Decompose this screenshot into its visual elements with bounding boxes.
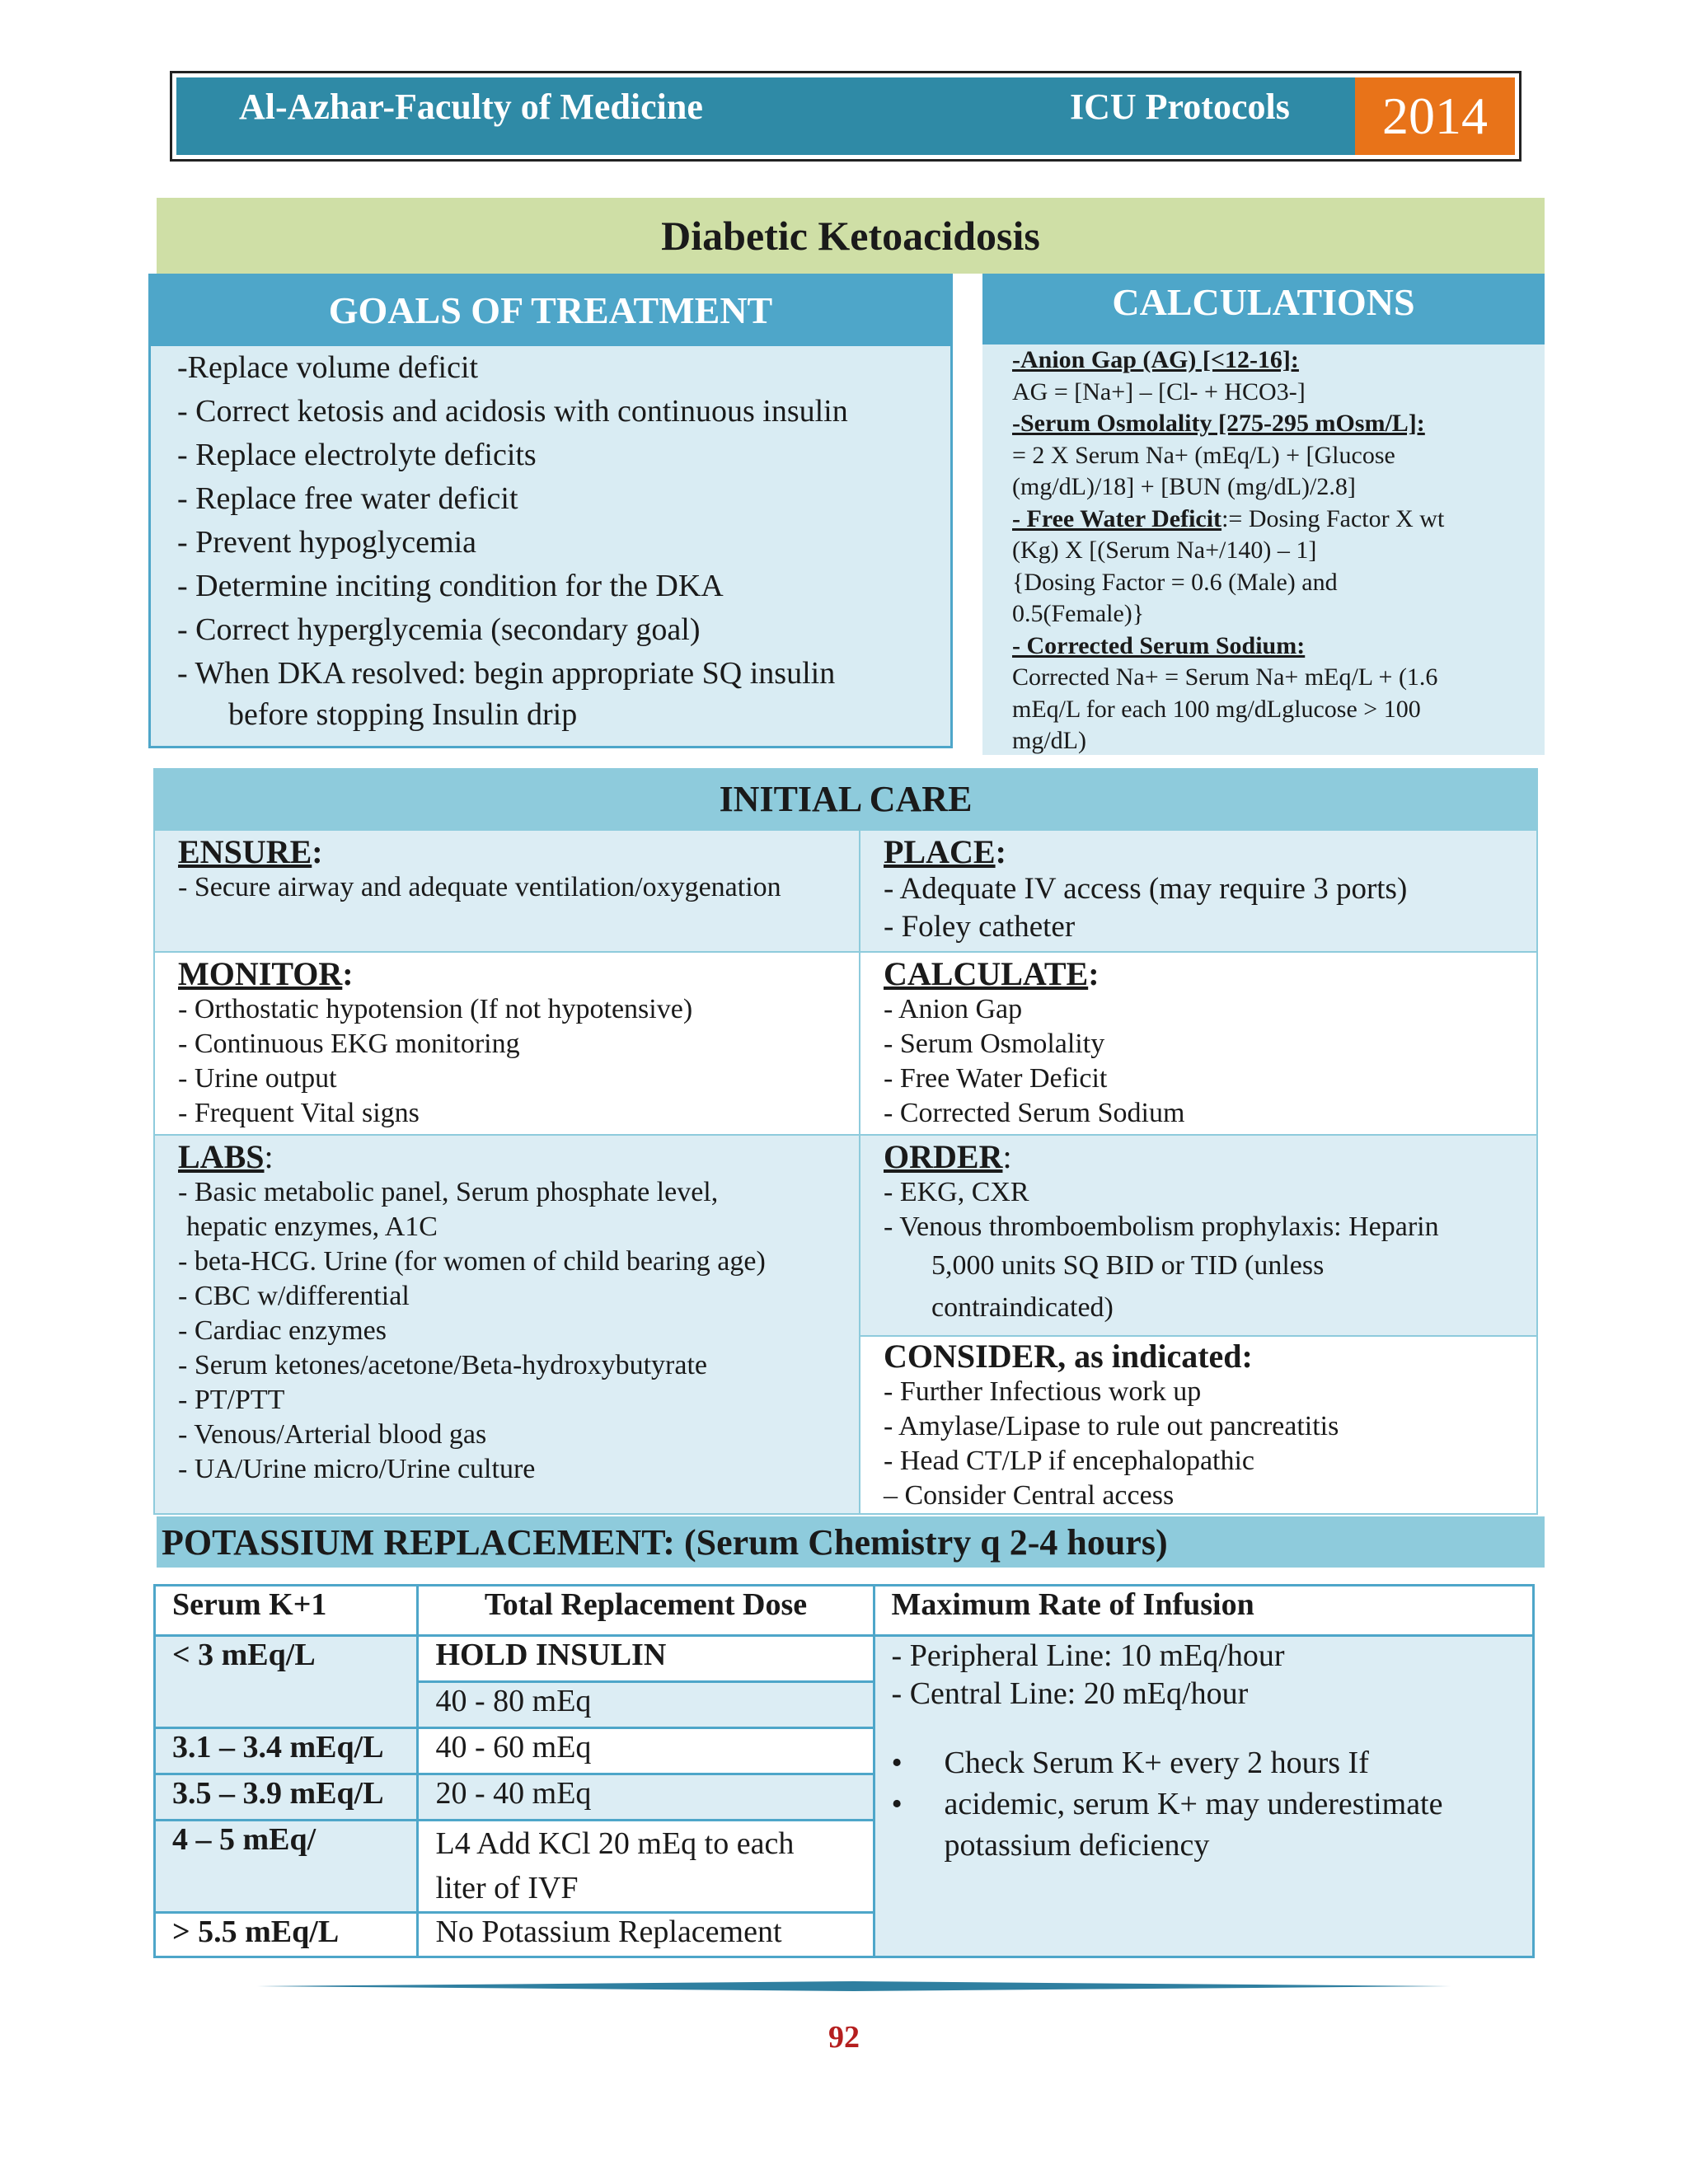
goal-item: - Replace free water deficit — [177, 481, 518, 516]
header-year: 2014 — [1355, 77, 1515, 155]
calculations-heading-bar — [982, 274, 1545, 344]
monitor-item: - Continuous EKG monitoring — [178, 1029, 520, 1059]
calculate-item: - Corrected Serum Sodium — [884, 1098, 1185, 1128]
calculate-cell — [859, 951, 1538, 1136]
place-item: - Adequate IV access (may require 3 ports) — [884, 872, 1408, 906]
calc-sodium-heading: - Corrected Serum Sodium: — [1012, 631, 1306, 659]
calc-line: 0.5(Female)} — [1012, 600, 1145, 627]
place-item: - Foley catheter — [884, 910, 1076, 944]
calculate-heading: CALCULATE: — [884, 955, 1100, 992]
goal-item: - Prevent hypoglycemia — [177, 525, 477, 560]
goal-item: - Determine inciting condition for the DKA — [177, 569, 724, 603]
calc-line: AG = [Na+] – [Cl- + HCO3-] — [1012, 377, 1306, 405]
header-institution: Al-Azhar-Faculty of Medicine — [239, 87, 703, 127]
rate-note: • acidemic, serum K+ may underestimate — [892, 1783, 1532, 1825]
dose-cell: No Potassium Replacement — [418, 1913, 874, 1957]
goal-item: -Replace volume deficit — [177, 350, 479, 385]
calculations-panel — [982, 344, 1545, 755]
serum-k-cell: 3.5 – 3.9 mEq/L — [155, 1774, 418, 1821]
bullet-icon: • — [891, 1746, 903, 1780]
goal-item-continued: before stopping Insulin drip — [228, 697, 578, 732]
calc-line: mEq/L for each 100 mg/dLglucose > 100 — [1012, 695, 1421, 723]
calc-line: mg/dL) — [1012, 727, 1086, 754]
calc-free-water-line — [1012, 504, 1531, 536]
order-heading: ORDER: — [884, 1138, 1012, 1175]
labs-item: - PT/PTT — [178, 1385, 285, 1415]
ensure-item: - Secure airway and adequate ventilation/oxygenation — [178, 872, 781, 902]
rate-notes — [892, 1742, 1532, 1866]
col-header-serum-k: Serum K+1 — [155, 1586, 418, 1636]
calc-anion-gap-heading: -Anion Gap (AG) [<12-16]: — [1012, 346, 1299, 373]
page-title-band — [157, 198, 1545, 274]
rate-cell — [874, 1636, 1533, 1957]
goals-heading: GOALS OF TREATMENT — [328, 288, 773, 331]
potassium-table — [153, 1584, 1535, 1958]
calc-line: (mg/dL)/18] + [BUN (mg/dL)/2.8] — [1012, 473, 1356, 500]
col-header-rate: Maximum Rate of Infusion — [874, 1586, 1533, 1636]
goals-panel — [148, 346, 953, 748]
rate-item: - Peripheral Line: 10 mEq/hour — [891, 1638, 1285, 1673]
ensure-heading: ENSURE: — [178, 833, 323, 870]
goal-item: - Replace electrolyte deficits — [177, 438, 537, 472]
goal-item: - Correct hyperglycemia (secondary goal) — [177, 612, 701, 647]
footer-rule — [257, 1981, 1451, 1991]
consider-item: - Head CT/LP if encephalopathic — [884, 1446, 1255, 1476]
table-header-row — [155, 1586, 1534, 1636]
calculate-item: - Anion Gap — [884, 994, 1023, 1024]
labs-item: hepatic enzymes, A1C — [186, 1212, 438, 1242]
bullet-icon: • — [891, 1787, 903, 1821]
monitor-item: - Orthostatic hypotension (If not hypotensive) — [178, 994, 693, 1024]
calc-line: {Dosing Factor = 0.6 (Male) and — [1012, 568, 1338, 596]
page-number: 92 — [828, 2020, 860, 2055]
monitor-cell — [153, 951, 860, 1136]
potassium-heading: POTASSIUM REPLACEMENT: (Serum Chemistry q 2-4 hours) — [162, 1521, 1168, 1563]
header-section: ICU Protocols — [1070, 87, 1290, 127]
labs-cell — [153, 1134, 860, 1515]
page-title: Diabetic Ketoacidosis — [661, 213, 1040, 259]
dose-cell: L4 Add KCl 20 mEq to each liter of IVF — [418, 1821, 874, 1913]
rate-item: - Central Line: 20 mEq/hour — [891, 1676, 1249, 1711]
goal-item: - When DKA resolved: begin appropriate SQ insulin — [177, 656, 836, 691]
labs-item: - Serum ketones/acetone/Beta-hydroxybutyrate — [178, 1350, 707, 1380]
goals-heading-bar — [148, 274, 953, 346]
calculations-heading: CALCULATIONS — [1112, 281, 1415, 323]
order-cell — [859, 1134, 1538, 1337]
labs-item: - Basic metabolic panel, Serum phosphate level, — [178, 1177, 719, 1207]
consider-item: – Consider Central access — [884, 1480, 1175, 1511]
monitor-heading: MONITOR: — [178, 955, 354, 992]
calc-osmolality-heading: -Serum Osmolality [275-295 mOsm/L]: — [1012, 410, 1425, 437]
order-item: contraindicated) — [931, 1292, 1114, 1323]
table-row — [155, 1636, 1534, 1682]
order-item: - Venous thromboembolism prophylaxis: Heparin — [884, 1212, 1439, 1242]
order-item: - EKG, CXR — [884, 1177, 1029, 1207]
place-cell — [859, 829, 1538, 953]
labs-item: - CBC w/differential — [178, 1281, 410, 1311]
calc-line: Corrected Na+ = Serum Na+ mEq/L + (1.6 — [1012, 663, 1438, 691]
consider-heading: CONSIDER, as indicated: — [884, 1338, 1253, 1375]
consider-cell — [859, 1335, 1538, 1515]
dose-cell: HOLD INSULIN — [418, 1636, 874, 1682]
monitor-item: - Urine output — [178, 1063, 337, 1094]
calculate-item: - Serum Osmolality — [884, 1029, 1105, 1059]
serum-k-cell: 4 – 5 mEq/ — [155, 1821, 418, 1913]
place-heading: PLACE: — [884, 833, 1006, 870]
initial-care-heading-bar — [153, 768, 1538, 829]
serum-k-cell: 3.1 – 3.4 mEq/L — [155, 1728, 418, 1774]
serum-k-cell: < 3 mEq/L — [155, 1636, 418, 1728]
consider-item: - Further Infectious work up — [884, 1376, 1202, 1407]
labs-item: - UA/Urine micro/Urine culture — [178, 1454, 536, 1484]
labs-item: - Cardiac enzymes — [178, 1315, 387, 1346]
labs-heading: LABS: — [178, 1138, 274, 1175]
dose-cell: 40 - 80 mEq — [418, 1682, 874, 1728]
potassium-heading-bar — [157, 1516, 1545, 1568]
dose-cell: 20 - 40 mEq — [418, 1774, 874, 1821]
serum-k-cell: > 5.5 mEq/L — [155, 1913, 418, 1957]
goal-item: - Correct ketosis and acidosis with continuous insulin — [177, 394, 848, 429]
consider-item: - Amylase/Lipase to rule out pancreatitis — [884, 1411, 1339, 1441]
calc-free-water-formula: := Dosing Factor X wt — [1221, 504, 1445, 532]
monitor-item: - Frequent Vital signs — [178, 1098, 420, 1128]
calculate-item: - Free Water Deficit — [884, 1063, 1108, 1094]
initial-care-heading: INITIAL CARE — [719, 778, 973, 819]
labs-item: - Venous/Arterial blood gas — [178, 1419, 487, 1450]
calc-line: (Kg) X [(Serum Na+/140) – 1] — [1012, 537, 1317, 564]
ensure-cell — [153, 829, 860, 953]
order-item: 5,000 units SQ BID or TID (unless — [931, 1250, 1325, 1281]
rate-note: • Check Serum K+ every 2 hours If — [892, 1742, 1532, 1783]
labs-item: - beta-HCG. Urine (for women of child bearing age) — [178, 1246, 766, 1277]
calc-free-water-heading: - Free Water Deficit — [1012, 504, 1222, 532]
calc-line: = 2 X Serum Na+ (mEq/L) + [Glucose — [1012, 441, 1395, 469]
col-header-dose: Total Replacement Dose — [418, 1586, 874, 1636]
dose-cell: 40 - 60 mEq — [418, 1728, 874, 1774]
rate-note: potassium deficiency — [944, 1828, 1210, 1863]
